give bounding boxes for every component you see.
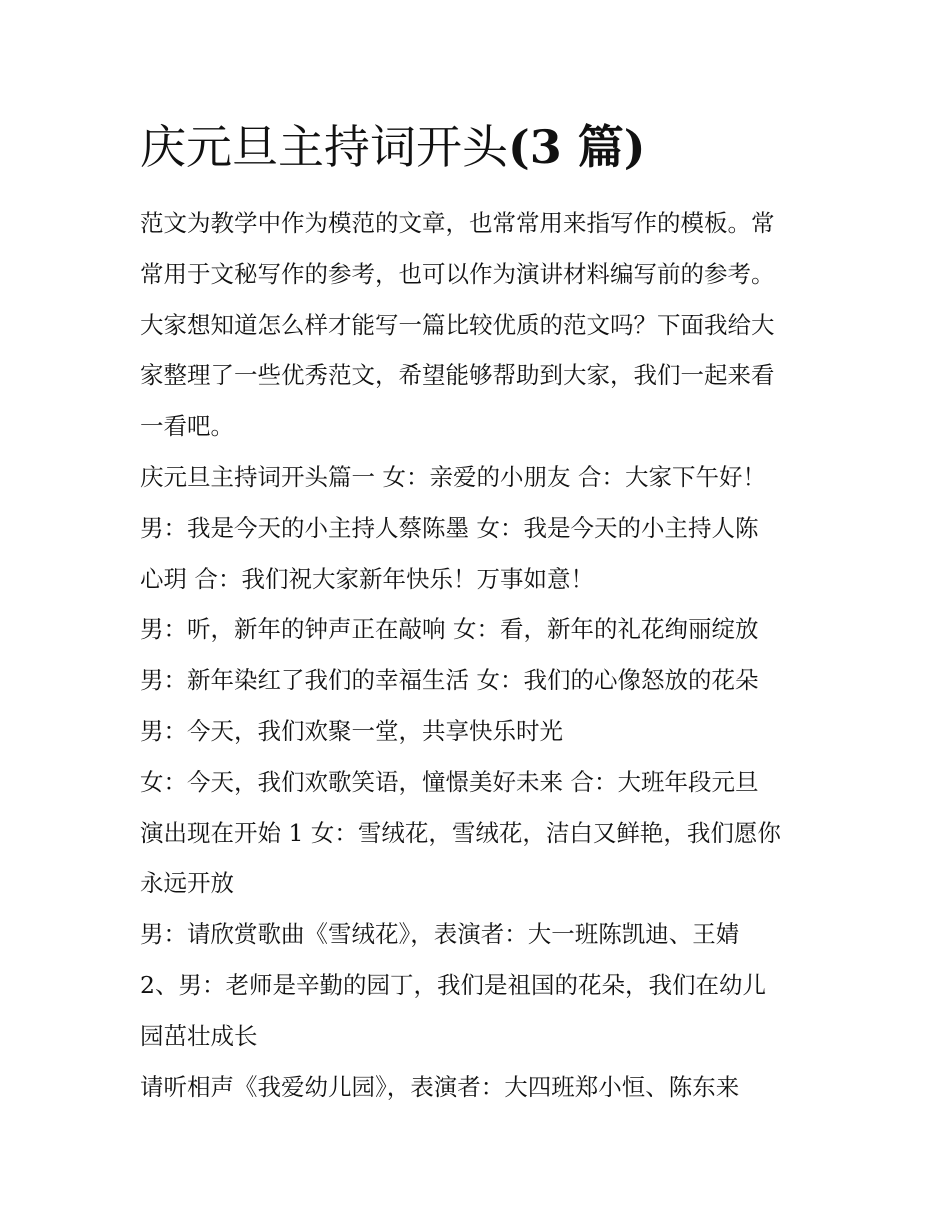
text-line: 一看吧。 — [140, 412, 234, 441]
text-line: 男：今天，我们欢聚一堂，共享快乐时光 — [140, 716, 563, 745]
title-count: (3 篇) — [508, 120, 646, 174]
text-line: 范文为教学中作为模范的文章，也常常用来指写作的模板。常 — [140, 209, 775, 237]
text-line: 女：今天，我们欢歌笑语，憧憬美好未来 合：大班年段元旦 — [140, 767, 759, 796]
text-line: 男：我是今天的小主持人蔡陈墨 女：我是今天的小主持人陈 — [140, 513, 759, 542]
text-line: 演出现在开始 1 女：雪绒花，雪绒花，洁白又鲜艳，我们愿你 — [140, 818, 781, 847]
text-line: 2、男：老师是辛勤的园丁，我们是祖国的花朵，我们在幼儿 — [140, 970, 766, 999]
text-line: 永远开放 — [140, 869, 234, 898]
text-line: 庆元旦主持词开头篇一 女：亲爱的小朋友 合：大家下午好！ — [140, 462, 766, 491]
text-line: 男：听，新年的钟声正在敲响 女：看，新年的礼花绚丽绽放 — [140, 615, 759, 644]
text-line: 大家想知道怎么样才能写一篇比较优质的范文吗？下面我给大 — [140, 310, 775, 339]
text-line: 常用于文秘写作的参考，也可以作为演讲材料编写前的参考。 — [140, 259, 775, 288]
text-line: 男：请欣赏歌曲《雪绒花》，表演者：大一班陈凯迪、王婧 — [140, 920, 740, 949]
text-line: 家整理了一些优秀范文，希望能够帮助到大家，我们一起来看 — [140, 361, 775, 390]
title-text: 庆元旦主持词开头 — [140, 120, 508, 174]
text-line: 心玥 合：我们祝大家新年快乐！万事如意！ — [140, 564, 594, 593]
text-line: 园茁壮成长 — [140, 1021, 258, 1050]
text-line: 男：新年染红了我们的幸福生活 女：我们的心像怒放的花朵 — [140, 666, 759, 695]
document-body — [140, 198, 820, 1112]
page-title — [140, 116, 646, 178]
text-line: 请听相声《我爱幼儿园》，表演者：大四班郑小恒、陈东来 — [140, 1072, 740, 1101]
